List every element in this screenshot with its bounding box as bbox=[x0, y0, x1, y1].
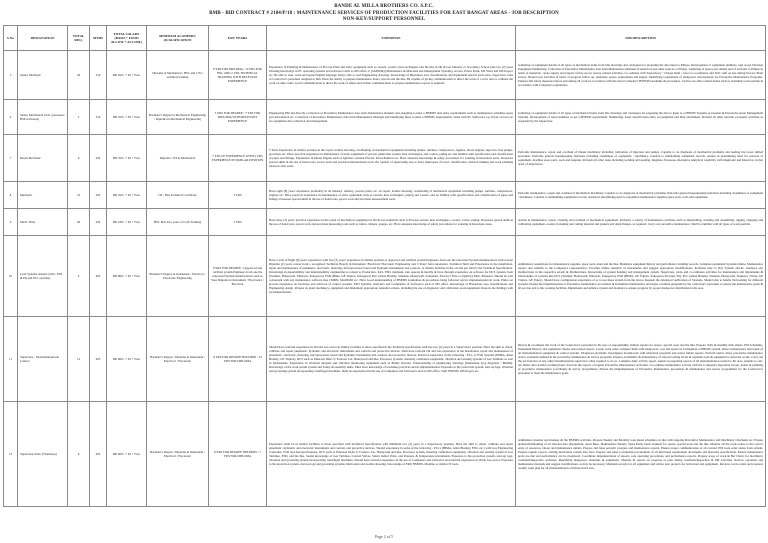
contract-title: BMB - BID CONTRACT # 2184/P/18 : MAINTENANCE SERVICES OF PRODUCTION FACILITIES FOR EAST BANGAT AREAS - JOB DESCRIPTION bbox=[209, 10, 559, 16]
cell-expertise: Have three (3) years' practical experience in the repair of mechanical equipment in Oil & Gas industries such as Process vessels, heat exchangers, coolers, valves, piping. Possesses special skills in the use of hand tools, power tools and precision measuring tools such as rulers, calipers, gauges, etc. Have adequate knowledge of safety procedures for working in hazardous areas. bbox=[267, 209, 516, 236]
cell-qualification: Bachelor's Degree / Diploma in Instrument / Electrical / Electronic bbox=[147, 317, 209, 402]
cell-sno: 10 bbox=[4, 236, 18, 317]
cell-exp: 7 YRS OF EXPERIENCE WITH 5 YRS EXPERIENCE IN SIMILAR POSITION bbox=[209, 135, 267, 182]
cell-total: 6 bbox=[68, 135, 90, 182]
cell-exp: 5 YRS FOR DEGREE / 7 YRS FOR DIPLOMA WITH RELEVANT EXPERIENCE bbox=[209, 100, 267, 135]
cell-exp: 8 YRS FOR DEGREE / (Approved and certified system Engineers from one the renowned System manufacturers such as Yasa Diploma in Instrument / Electronics / Electrical bbox=[209, 236, 267, 317]
cell-mths: 403 bbox=[90, 317, 107, 402]
cell-exp: 3 YRS bbox=[209, 209, 267, 236]
cell-designation: Senior Mechanic bbox=[18, 51, 68, 100]
cell-sno: 11 bbox=[4, 317, 18, 402]
cell-salary: BD 650/- + Ex + Free bbox=[107, 51, 147, 100]
cell-qualification: Diploma in Mechanical / HSC and 2 Yrs technical training bbox=[147, 51, 209, 100]
cell-mths: 310 bbox=[90, 51, 107, 100]
cell-expertise: Have a total of Eight (8) years' experience with five (5) years' experience in similar position as approved and certified system Engineers from one the renowned System manufacturers with at least Diploma (2) years course from a recognized Technical Board) in Instrument /Electrical/ Electronic Engineering and 3 Years' field experience. Technical Skill and Experience in the installation, repair and maintenance of pneumatic, electronic, metering, microprocessor based and hydraulic instruments and controls, of similar facilities in the oil and gas field is the Technical Specification. Knowledge in dependability and maintainability engineering as related to Production, SAS, ESD, maintain, safe operate & modify & have through experience on software for DCS systems from (Yealden, Honeywell, Emerson, Yokogawa), ESD (Hima, GE Triplex, Yokogawa) PLC (Allen Bradley, Siemens, Honeywell, Schneider, Tricon) 3 Year or (Quincy) F&G, Emerson. Should be well conversant with any maintenance software like CMMS, MAXIMO etc. Have Good understanding of HSEMS Guidelines & procedures being followed and its implementation in work. Entire set process experience on hardware and software of control systems, ESD Systems, analyzers and Complaints of Software's such as MS office. Knowledge of Hazardous area classifications and Engineering design. Prepare its plant machinery, equipment and implement appropriate remedial actions, including the use of diagnostic and calibration tools/equipment. Reports the findings with recommendations. bbox=[267, 236, 516, 317]
col-header-total: TOTAL REQ. bbox=[68, 26, 90, 51]
cell-job: Administer, monitor and manage all the HSEMS activities. Prepare Weekly and Monthly look ahead schedules, in line with ongoing Preventive Maintenance and Machinery Overhauls etc. Ensure updates/maintaining of all relevant data (Equipment, Asset Base, Maintenance Details, Spare Parts) latest required for spares, special tools and the like. Monitor all the work orders to the correct entry of resources, labour and maintenance details. Prepare and issue periodic progress and maintenance reports. Ensure proper communication of all contract PM work order status from system. Prepare regular reports, starting lubrication system data flow. Prepare and issue to maintain procurement of all functional requirement documents and materials specification. Ensure maintenance goals are met and performance can be monitored. Coordinate implementation of reports, safe operating procedures, and performance reports. Prepare scope of work & Bar Charts for machinery overhauls/inspection activities. Identifying manpower, materials & equipment. Monitor & reports on progress of plan during overhauls/inspection & PM activities. Review operation and maintenance manuals and suggest modifications as may be necessary. Maintain records for all equipment and advise new projects for both plant and equipment. Reviews work orders and prepares weekly work plan for all instrumentation activities in his area. bbox=[516, 402, 766, 507]
page-number: Page 2 of 5 bbox=[374, 534, 394, 539]
col-header-designation: DESIGNATION bbox=[18, 26, 68, 51]
cell-mths: 310 bbox=[90, 100, 107, 135]
col-header-expertise: EXPERTISE bbox=[267, 26, 516, 51]
cell-exp: 8 YRS FOR DEGREE HOLDERS / 7 YRS FOR DIPLOMA bbox=[209, 402, 267, 507]
cell-qualification: ITI / Plus Technical Certificate bbox=[147, 182, 209, 209]
cell-expertise: Experience shall be in similar facilities to those specified with Technical Specification with minimum two (2) years in a Supervisory position. Have the skill to check, calibrate and repair pneumatic, hydraulic and electronic instruments and controls and protective devices. Should experience in some of the following : PLCs (HIMA, Allen Bradley, ESD, etc.) with Gas Engineering Controller, ESD and Autosynchronous, DCS such as Emerson Delta V, Foxboro I/A, Honeywell and like. Processor system, metering calibration equipment, vibration and sensing system of Gas Turbines, ESD, and the like. Sound knowledge of Gas Turbines, Control Valves, Safety Relief Valve, and Pressure & Temperature instruments. Exposure to the protection system, start-up logs, vibration and governing system incorporating centrifugal machines. Should have relevant experience in the use of Computers and software's and relevant experience in Oil & Gas sector. Exposure to the protection system, start-up logs and governing systems, lubrication and trouble shooting. Knowledge of ERP, HSEMS, Maximo or similar IT tools. bbox=[267, 402, 516, 507]
cell-salary: BD 600/- + Ex + Free bbox=[107, 317, 147, 402]
cell-job: Performs maintenance, repair and overhaul of Diesel machinery including calibration of injection and pumps. Capable to do diagnosis of mechanical problems and leading the lower skilled personnel. Performs general housekeeping functions including cleanliness of equipment / machinery. Capable to maintaining equipment records. Assists in determining need for renewal of equipment, machine spare parts, tools and supplies. Perform all other tasks including welding and spading. Regulate. Possesses alternative analytical capability with diagnostic and historical, in that order of importance. bbox=[516, 135, 766, 182]
cell-sno: 7 bbox=[4, 135, 18, 182]
table-body bbox=[4, 51, 766, 507]
col-header-job: JOB DESCRIPTION bbox=[516, 26, 766, 51]
table-row bbox=[4, 236, 766, 317]
cell-sno: 8 bbox=[4, 182, 18, 209]
table-header-row bbox=[4, 26, 766, 51]
cell-job: Directs & coordinate the work of the Contractor's personnel in his area of responsibility. Initiate reports for spares, special tools and the like. Prepare daily & monthly time sheets. PM Schedules, Instrument History and equipment checks and related reports. Create work order complete them with manpower, cost and spares in Companion e-HSEMS system. Direct maintenance and repair of all instrumentation equipment & control systems. Diagnoses problems, investigates breakdowns with analytical programs and solves failure reports. Perform and/or direct preventive maintenance and/or overhauls defined in the preventive maintenance & survey programs. Ensures availability & maintenance of various tooling levels & requisite tools & equipment to meet the works. Carry out the job function of any other instrumentation supervisor when required to do so. Complete daily activity report. Assists in preparing reports of all instrumentation related to his area. Attends to call-out duties after normal working hours. Execute the reports of regular Preventive Maintenance Activities. Co-ordinate maintenance activity with the Company's Operation Group. Assist in planning of preventive maintenance (overhauls) & survey programmes. Ensure the implementation of Preventive maintenance procedures & maintenance and survey programmes by the Contractor's personnel to meet the maintenance goals. bbox=[516, 317, 766, 402]
cell-job: Gathering of equipment details of all types of mechanical items from Site drawings and catalogues for preparing the data input to Ellipse. Development of equipment numbers, tags as per Division Equipment Numbering. Collection of Preventive Maintenance data from Maintenance Manuals (Contractor) and other sources to Ellipse. Gathering of spare parts details and of all items to Ellipse in terms of materials / spare supply and prepare follow up for survey related activities. Co-ordinate with Supervisory / Charge hand / Area Co-coordinator and SOC staff on site during Process Plant survey. Should own activities in terms of progress follow up, materials, spares requirement and supply. Identifying requirement of manpower and materials for Preventive Maintenance Programs. Ensures full safety measures before and during all work in accordance with the latest Company's HSEMS Guideline & procedures. Carries out other related duties such as obtaining work permits in accordance with Company's regulations. bbox=[516, 51, 766, 100]
cell-qualification: Bachelor's Degree / Diploma in Instrument / Electrical / Electronic bbox=[147, 402, 209, 507]
cell-salary: BD 600/- + Ex + Free bbox=[107, 402, 147, 507]
table-row bbox=[4, 100, 766, 135]
cell-salary: BD 180/- + Ex + Free bbox=[107, 209, 147, 236]
cell-exp: 8 YRS FOR DIPLOMA / 10 YRS FOR HSC AND 2 YRS TECHNICAL TRAINING WITH RELEVANT EXPERIENCE bbox=[209, 51, 267, 100]
cell-sno: 3 bbox=[4, 51, 18, 100]
cell-job: Performs maintenance, repair and overhaul of mechanical machinery. Capable to do diagnosis of mechanical problems. Performs general housekeeping functions including cleanliness of equipment / machinery. Capable to maintaining equipment records. Assists in determining need to requisition maintenance supplies spare parts, tools and equipment. bbox=[516, 182, 766, 209]
col-header-sno: S.No bbox=[4, 26, 18, 51]
cell-expertise: 5 Years Experience in similar position in the repair, trouble shooting, overhauling of mechanical equipment including pumps, turbines, compressors, engines, diesel engines, injectors, fuel pumps, governors etc. Have practical experience in maintenance of static equipment of process plants like vessels, heat exchangers, and coolers, piping etc and familiar with specification and classification of pipes and fittings. Experience in Diesel Engine such as Ignition, General Electric Petrochemical etc. Have adequate knowledge & safety procedures for working in hazardous areas. Possesses special skills in the use of hand tools, power tools and precision measurement tools. Be capable of supervising one or more employees of lower classification, division making and work planning related to that order. bbox=[267, 135, 516, 182]
cell-qualification: Bachelor's Degree in Instrument / Electrical / Electronic Engineering bbox=[147, 236, 209, 317]
cell-designation: Senior Mechanical Tech. (eGreener/ BSP softwares) bbox=[18, 100, 68, 135]
cell-mths: 204 bbox=[90, 182, 107, 209]
table-row bbox=[4, 209, 766, 236]
cell-total: 29 bbox=[68, 51, 90, 100]
document-header bbox=[0, 4, 768, 24]
company-name: BANDE AL MILLA BROTHERS CO. S.P.C. bbox=[334, 4, 434, 9]
cell-sno: 9 bbox=[4, 209, 18, 236]
cell-salary: BD 550/- + Ex + Free bbox=[107, 100, 147, 135]
cell-designation: Diesel Mechanic bbox=[18, 135, 68, 182]
cell-job: Gathering of equipment details of all types of mechanical items from Site drawings and catalogues for preparing the data to input to e-HSEMS Systems (e-Greener & Preventive Asset Management System). Development of Asset numbers as per e-HSEMS requirement. Numbering. Asset Specification entry of equipment and their attachment. Perform all other relevant e-Greener activities as requested by the Supervisor. bbox=[516, 100, 766, 135]
personnel-category: NON-KEY/SUPPORT PERSONNEL bbox=[342, 17, 426, 22]
col-header-mths: MTHS bbox=[90, 26, 107, 51]
cell-expertise: Experience in Planning & Maintenance of Process Plant and static equipment such as vessels, coolers, heat exchangers and the like in Oil & Gas industry or Secondary School plus two (2) years Working knowledge of PC operating systems and software's such as MS office, Z (SAPSOR) (Maintenance & Materials and Management Systems), Access, Power Point, MS Word and MS Project etc. Be able to read, write and speak English language freely; able to read Engineering drawings. Knowledge of Hazardous area classifications and Equipment used in such areas. Supervises work of Contractor's personnel assigned to him. Have the ability to prepare maintenance hours, reports and the like. Be capable of giving communication to direct the work of a crew and co-ordinate the work of other crafts. Good communication to direct the work of others and written communication to prepare maintenance reports is required. bbox=[267, 51, 516, 100]
cell-qualification: Diploma / ITI in Mechanical bbox=[147, 135, 209, 182]
cell-mths: 204 bbox=[90, 135, 107, 182]
col-header-salary: TOTAL SALARY (BASIC+ FOOD ALLOW + ACCOM.) bbox=[107, 26, 147, 51]
cell-designation: Mechanic bbox=[18, 182, 68, 209]
cell-exp: 3 YRS bbox=[209, 182, 267, 209]
cell-expertise: Engineering PM and directly. Collection of Preventive Maintenance data from maintenance manuals and assigning to meet e-HSEMS data entry requirements such as maintenance schedules spare part information etc. Collection of Preventive Maintenance data from Maintenance Manuals and Identifying these to meet e-HSEMS requirements. Work with PC Software's e.g. Excel, Access etc for equipment data collection and management. bbox=[267, 100, 516, 135]
col-header-qualification: MINIMUM ACADEMIC QUALIFICATION bbox=[147, 26, 209, 51]
cell-total: 12 bbox=[68, 317, 90, 402]
cell-designation: Lead Systems Analyst (SOC, EOL & PI) and PLC systems) bbox=[18, 236, 68, 317]
cell-sno: 4 bbox=[4, 100, 18, 135]
cell-mths: 204 bbox=[90, 209, 107, 236]
cell-expertise: Have eight (8) years' experience preferably in oil industry, refinery, process plant, etc. on repair, trouble shooting, overhauling of mechanical equipment including pumps, turbines, compressors, engines etc. Have practical experience in maintenance of static equipment such as vessels, heat exchangers, piping and coolers, and be familiar with specifications and classification of pipes and fittings. Possesses special skills in the use of hand tools, power tools and precision measurement tools. bbox=[267, 182, 516, 209]
table-row bbox=[4, 182, 766, 209]
table-row bbox=[4, 51, 766, 100]
cell-qualification: HSC Plus Two years of Craft Training bbox=[147, 209, 209, 236]
cell-mths: 403 bbox=[90, 236, 107, 317]
cell-total: 2 bbox=[68, 100, 90, 135]
cell-exp: 8 YRS FOR DEGREE HOLDERS / 10 YRS FOR DIPLOMA bbox=[209, 317, 267, 402]
cell-total: 94 bbox=[68, 209, 90, 236]
cell-sno: 12 bbox=[4, 402, 18, 507]
cell-designation: Supervisor-Static (Workshop) bbox=[18, 402, 68, 507]
table-row bbox=[4, 317, 766, 402]
table-row bbox=[4, 135, 766, 182]
cell-mths: 403 bbox=[90, 402, 107, 507]
table-row bbox=[4, 402, 766, 507]
cell-job: Administers requisitions for maintenance supplies, spare tools, plant and the like. Maintains equipment history and performance trending records. Complete equipment Systems failure, Maintenance reports and submits to the Company's representative. Provides failure Analysis of instruments and suggest appropriate modifications. Performs Day to Day System checks. Analyses any malfunctions in the respective Alarm & Malfunctions. Knowledge of system handing and management system. Supervises, plans and co-ordinates activities for maintenance and implements & functionality of systems like DCS (Yealden, Honeywell, Emerson, Yokogawa), ESD (HIMA, GE Triplex, Yokogawa-Triconex Tri), PLC (Allen Bradley, Siemens, Honeywell, Yaskawa, Tricon, GE Triplex, GE Fanuc). Should have configuration experience of or to use these system from the above. Request the delegated verification of Systems. Should able to handle Networking for different systems. Ensure the implementation of Preventive maintenance procedures & Instrument maintenance and major overhaul programs by the contractor's personnel to ensure the maintenance goals & all are met and to the working facilities. Implements surveillance system and monitors to ensure progress by proper manpower distribution in his area. bbox=[516, 236, 766, 317]
cell-salary: BD 350/- + Ex + Free bbox=[107, 135, 147, 182]
cell-total: 4 bbox=[68, 236, 90, 317]
cell-job: Assists in maintenance, repair, cleaning and overhaul of mechanical equipment. Performs a variety of maintenance activities such as dismantling, cleaning and assembling, rigging, stripping and calibrating equipment. Assists in making and cutting material and gaskets and align flanges, as required. Carry out preventive maintenance. Shall be familiar with all types of work permits. bbox=[516, 209, 766, 236]
cell-total: 74 bbox=[68, 182, 90, 209]
cell-designation: Mech. Fitter bbox=[18, 209, 68, 236]
col-header-exp: EXP. YEARS bbox=[209, 26, 267, 51]
cell-qualification: Bachelor's Degree in Mechanical Engineering / Diploma in Mechanical Engineering bbox=[147, 100, 209, 135]
cell-designation: Supervisor - Instrumentation & Control bbox=[18, 317, 68, 402]
job-description-table bbox=[3, 25, 766, 507]
cell-salary: BD 250/- + Ex + Free bbox=[107, 182, 147, 209]
cell-salary: BD 800/- + Ex + Free bbox=[107, 236, 147, 317]
cell-total: 8 bbox=[68, 402, 90, 507]
cell-expertise: Should have relevant experience in Oil and Gas sector in similar facilities to those specified in the Technical specification with last two (2) years in a Supervisory position. Have the skill to check, calibrate and repair pneumatic, hydraulic and electronic instruments and controls and protective devices. Shall have relevant Oil and Gas experience in the installation, repair and maintenance of pneumatic, electronic, metering, microprocessor based and hydraulic instruments and controls and protective devices. Practical experience in the following : PLC or ESD Systems (HIMA, Allen Bradley, GE Triplex), DCS such as Emerson Delta V, Foxboro I/A, Honeywell and like. Processor systems, metering calibration equipment, vibration and sensing systems of Gas Turbines as well as Instruments. Experience in vibration analysis and vibration monitoring equipment such as Bently Nevada. Understanding of engineering drawings (Instrument loop diagrams / P&IDs). Knowledge of the work permit system and Safety & assembly skills. Must have knowledge of workshop practices and its implementation. Exposure to the protection system, start-up logs, vibration and governing system incorporating centrifugal machines. Shall be experienced in the use of Computers and Software's such as MS office, SAP, HSEMS, MS Project etc. bbox=[267, 317, 516, 402]
